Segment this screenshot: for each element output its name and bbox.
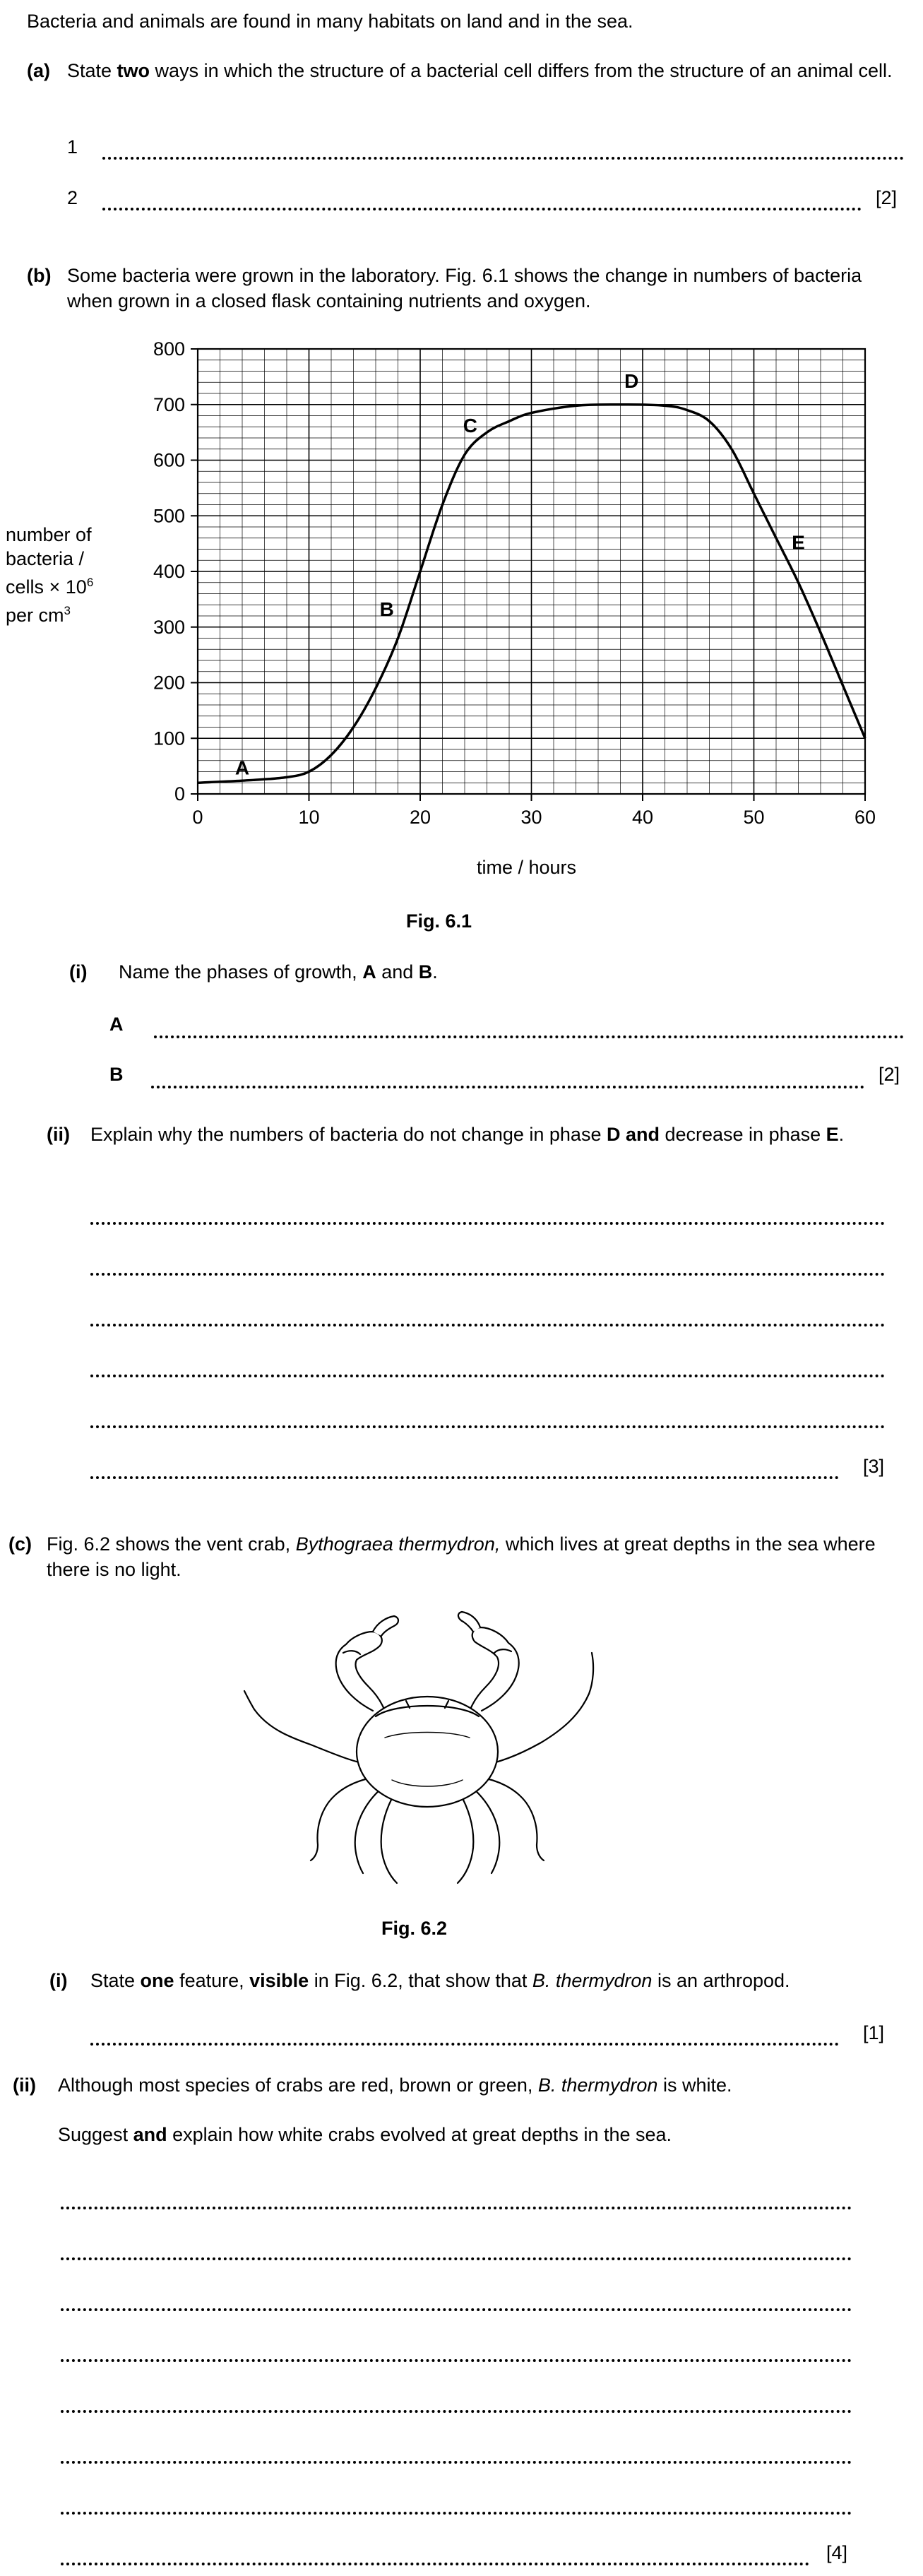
answer-line-c-ii-1[interactable] <box>61 2207 852 2209</box>
marks-a: [2] <box>876 187 898 208</box>
intro-text: Bacteria and animals are found in many habitats on land and in the sea. <box>27 11 633 32</box>
vent-crab-illustration <box>212 1603 643 1907</box>
answer-line-2-number: 2 <box>67 187 78 208</box>
answer-line-b-ii-3[interactable] <box>90 1324 885 1326</box>
part-a-label: (a) <box>27 60 50 81</box>
y-tick-label: 300 <box>153 616 185 638</box>
x-tick-label: 30 <box>520 807 542 828</box>
y-tick-label: 200 <box>153 672 185 694</box>
x-tick-label: 0 <box>192 807 203 828</box>
growth-chart <box>0 0 923 932</box>
part-b-i-question: Name the phases of growth, A and B. <box>119 961 438 983</box>
part-a-question: State two ways in which the structure of a bacterial cell differs from the structure of an animal cell. <box>67 60 893 81</box>
part-b-i-label: (i) <box>69 961 88 983</box>
y-tick-label: 500 <box>153 505 185 527</box>
y-tick-label: 400 <box>153 561 185 582</box>
marks-b-ii: [3] <box>863 1456 885 1477</box>
y-tick-label: 800 <box>153 338 185 360</box>
x-tick-label: 50 <box>743 807 765 828</box>
y-tick-label: 700 <box>153 393 185 415</box>
part-b-ii-question: Explain why the numbers of bacteria do not change in phase D and decrease in phase E. <box>90 1124 845 1145</box>
phase-label-e: E <box>792 531 805 554</box>
y-tick-label: 100 <box>153 728 185 749</box>
phase-label-a: A <box>234 756 250 779</box>
answer-line-c-ii-5[interactable] <box>61 2410 852 2413</box>
part-c-text: Fig. 6.2 shows the vent crab, Bythograea thermydron, which lives at great depths in the sea where there is no light. <box>47 1533 876 1580</box>
part-c-i-question: State one feature, visible in Fig. 6.2, that show that B. thermydron is an arthropod. <box>90 1970 790 1991</box>
answer-line-A-label: A <box>109 1014 124 1035</box>
part-c-ii-label: (ii) <box>13 2075 36 2096</box>
answer-line-b-ii-5[interactable] <box>90 1425 885 1428</box>
part-b-text: Some bacteria were grown in the laboratory. Fig. 6.1 shows the change in numbers of bacteria when grown in a closed flask containing nutrients and oxygen. <box>67 265 862 311</box>
marks-c-i: [1] <box>863 2022 885 2043</box>
answer-line-c-ii-8[interactable] <box>61 2563 809 2565</box>
chart-x-axis-label: time / hours <box>477 857 577 878</box>
chart-y-axis-label: number of bacteria / cells × $10^6$ per $cm^3$ <box>6 524 94 626</box>
part-c-label: (c) <box>8 1533 32 1555</box>
x-tick-label: 20 <box>409 807 431 828</box>
answer-line-c-ii-2[interactable] <box>61 2257 852 2260</box>
y-tick-label: 0 <box>174 783 185 805</box>
answer-line-c-ii-6[interactable] <box>61 2461 852 2464</box>
answer-line-phase-a[interactable] <box>154 1035 904 1038</box>
answer-line-phase-b[interactable] <box>151 1086 864 1088</box>
answer-line-b-ii-4[interactable] <box>90 1375 885 1377</box>
fig-6-2-caption: Fig. 6.2 <box>381 1918 448 1939</box>
phase-label-d: D <box>624 370 639 393</box>
marks-b-i: [2] <box>879 1064 900 1085</box>
part-c-ii-statement: Although most species of crabs are red, brown or green, B. thermydron is white. <box>58 2075 732 2096</box>
answer-line-c-i[interactable] <box>90 2043 839 2046</box>
x-tick-label: 60 <box>854 807 876 828</box>
part-b-label: (b) <box>27 265 52 286</box>
answer-line-B-label: B <box>109 1064 124 1085</box>
marks-c-ii: [4] <box>826 2542 848 2563</box>
part-c-ii-question: Suggest and explain how white crabs evolved at great depths in the sea. <box>58 2124 672 2145</box>
answer-line-b-ii-2[interactable] <box>90 1273 885 1276</box>
answer-line-c-ii-7[interactable] <box>61 2512 852 2515</box>
phase-label-c: C <box>463 415 477 437</box>
part-c-i-label: (i) <box>49 1970 68 1991</box>
answer-line-b-ii-1[interactable] <box>90 1222 885 1225</box>
answer-line-1-number: 1 <box>67 136 78 158</box>
x-tick-label: 10 <box>298 807 320 828</box>
y-tick-label: 600 <box>153 449 185 471</box>
answer-line-b-ii-6[interactable] <box>90 1476 839 1479</box>
phase-label-b: B <box>379 598 394 620</box>
answer-line-c-ii-3[interactable] <box>61 2308 852 2311</box>
answer-line-c-ii-4[interactable] <box>61 2359 852 2362</box>
x-tick-label: 40 <box>631 807 654 828</box>
part-b-ii-label: (ii) <box>47 1124 70 1145</box>
fig-6-1-caption: Fig. 6.1 <box>406 910 472 932</box>
